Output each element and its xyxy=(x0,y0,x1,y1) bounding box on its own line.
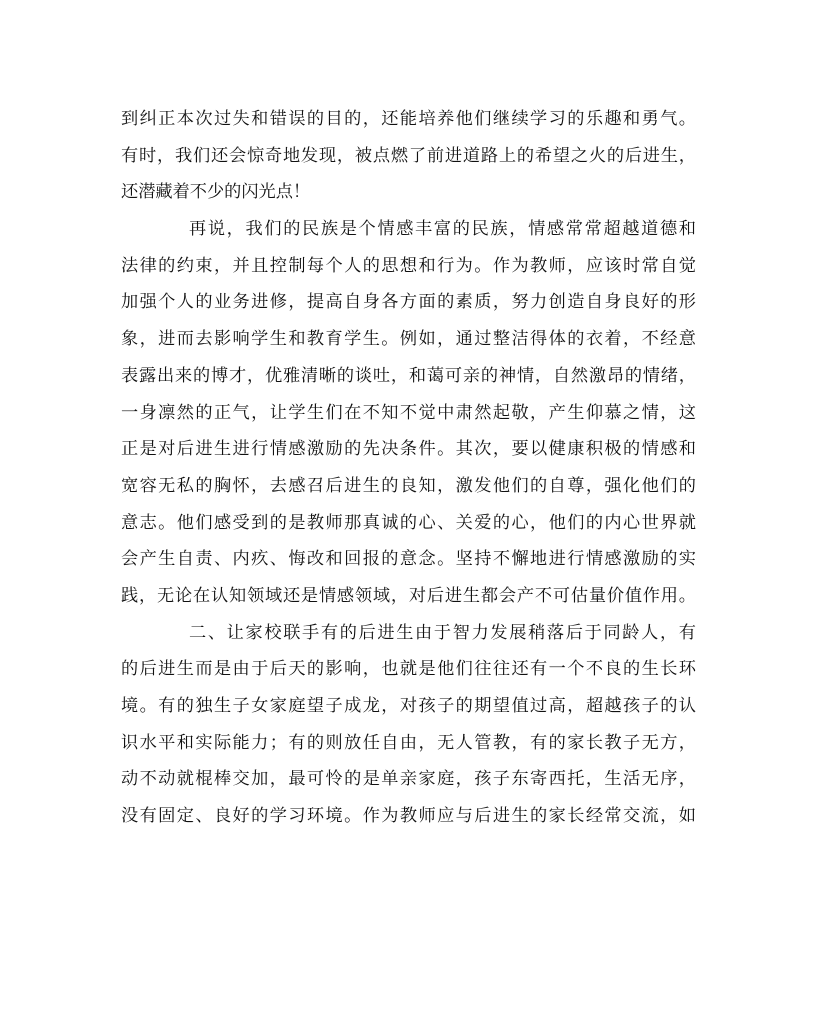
text-line: 到纠正本次过失和错误的目的，还能培养他们继续学习的乐趣和勇气。 xyxy=(121,109,696,129)
text-line: 有时，我们还会惊奇地发现，被点燃了前进道路上的希望之火的后进生， xyxy=(121,145,696,166)
text-line: 法律的约束，并且控制每个人的思想和行为。作为教师，应该时常自觉 xyxy=(121,255,696,276)
text-line: 宽容无私的胸怀，去感召后进生的良知，激发他们的自尊，强化他们的 xyxy=(121,475,696,496)
text-line: 表露出来的博才，优雅清晰的谈吐，和蔼可亲的神情，自然激昂的情绪， xyxy=(121,365,696,386)
text-line: 境。有的独生子女家庭望子成龙，对孩子的期望值过高，超越孩子的认 xyxy=(121,696,696,716)
text-line: 一身凛然的正气，让学生们在不知不觉中肃然起敬，产生仰慕之情，这 xyxy=(121,402,696,423)
text-line: 意志。他们感受到的是教师那真诚的心、关爱的心，他们的内心世界就 xyxy=(121,512,696,533)
text-line: 没有固定、良好的学习环境。作为教师应与后进生的家长经常交流，如 xyxy=(121,806,696,827)
body-text xyxy=(121,101,696,835)
section-heading-line: 二、让家校联手有的后进生由于智力发展稍落后于同龄人，有 xyxy=(189,622,696,643)
text-line: 会产生自责、内疚、悔改和回报的意念。坚持不懈地进行情感激励的实 xyxy=(121,549,696,570)
paragraph-first-line: 再说，我们的民族是个情感丰富的民族，情感常常超越道德和 xyxy=(189,219,696,240)
text-line: 还潜藏着不少的闪光点！ xyxy=(121,182,311,203)
text-line: 践，无论在认知领域还是情感领域，对后进生都会产不可估量价值作用。 xyxy=(121,585,696,606)
text-line: 正是对后进生进行情感激励的先决条件。其次，要以健康积极的情感和 xyxy=(121,439,696,460)
text-line: 加强个人的业务进修，提高自身各方面的素质，努力创造自身良好的形 xyxy=(121,292,696,313)
text-line: 象，进而去影响学生和教育学生。例如，通过整洁得体的衣着，不经意 xyxy=(121,329,696,350)
text-line: 识水平和实际能力；有的则放任自由，无人管教，有的家长教子无方， xyxy=(121,732,696,753)
text-line: 的后进生而是由于后天的影响，也就是他们往往还有一个不良的生长环 xyxy=(121,659,696,680)
text-line: 动不动就棍棒交加，最可怜的是单亲家庭，孩子东寄西托，生活无序， xyxy=(121,769,696,790)
